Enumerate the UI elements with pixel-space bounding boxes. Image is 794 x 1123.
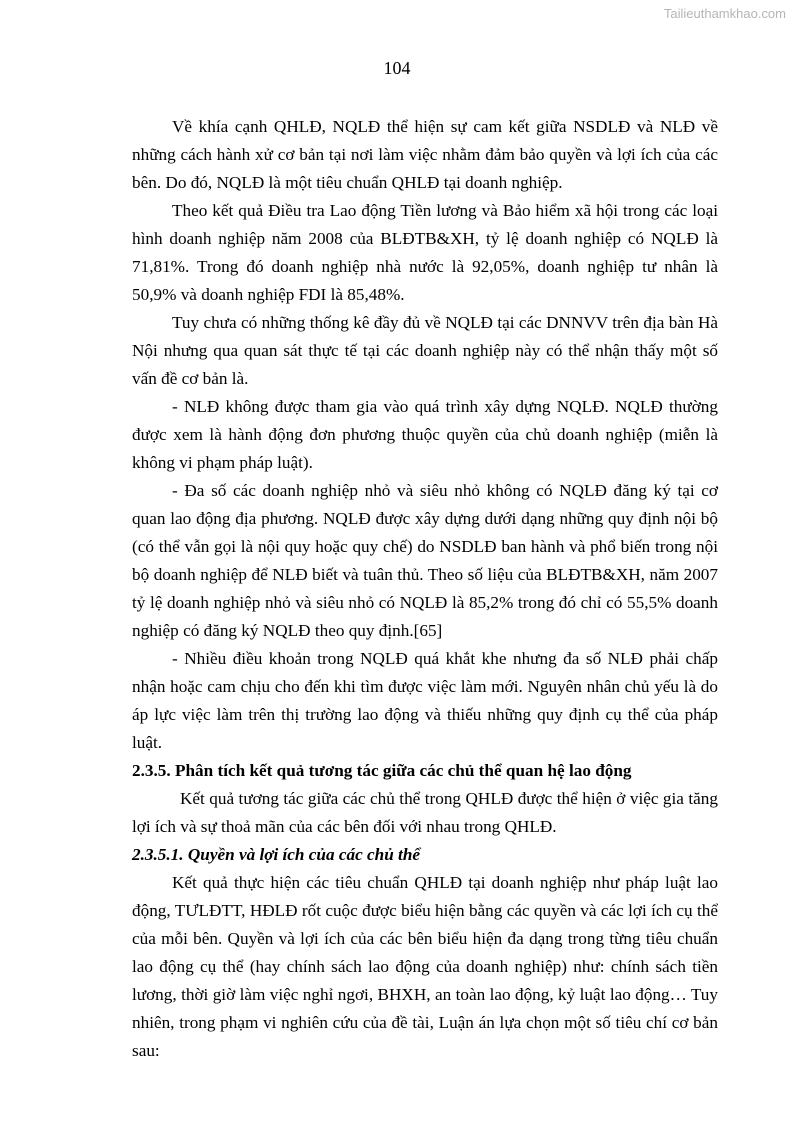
paragraph-2: Theo kết quả Điều tra Lao động Tiền lương và Bảo hiểm xã hội trong các loại hình doanh nghiệp năm 2008 của BLĐTB&XH, tỷ lệ doanh nghiệp có NQLĐ là 71,81%. Trong đó doanh nghiệp nhà nước là 92,05%, doanh nghiệp tư nhân là 50,9% và doanh nghiệp FDI là 85,48%. — [132, 201, 718, 304]
paragraph-7: Kết quả tương tác giữa các chủ thể trong QHLĐ được thể hiện ở việc gia tăng lợi ích và sự thoả mãn của các bên đối với nhau trong QHLĐ. — [132, 789, 718, 836]
paragraph-1: Về khía cạnh QHLĐ, NQLĐ thể hiện sự cam kết giữa NSDLĐ và NLĐ về những cách hành xử cơ bản tại nơi làm việc nhằm đảm bảo quyền và lợi ích của các bên. Do đó, NQLĐ là một tiêu chuẩn QHLĐ tại doanh nghiệp. — [132, 117, 718, 192]
paragraph-6: - Nhiều điều khoản trong NQLĐ quá khắt khe nhưng đa số NLĐ phải chấp nhận hoặc cam chịu cho đến khi tìm được việc làm mới. Nguyên nhân chủ yếu là do áp lực việc làm trên thị trường lao động và thiếu những quy định cụ thể của pháp luật. — [132, 649, 718, 752]
subsection-heading-2-3-5-1: 2.3.5.1. Quyền và lợi ích của các chủ thể — [132, 845, 421, 864]
section-heading-2-3-5: 2.3.5. Phân tích kết quả tương tác giữa các chủ thể quan hệ lao động — [132, 761, 632, 780]
paragraph-4: - NLĐ không được tham gia vào quá trình xây dựng NQLĐ. NQLĐ thường được xem là hành động đơn phương thuộc quyền của chủ doanh nghiệp (miễn là không vi phạm pháp luật). — [132, 397, 718, 472]
paragraph-3: Tuy chưa có những thống kê đầy đủ về NQLĐ tại các DNNVV trên địa bàn Hà Nội nhưng qua quan sát thực tế tại các doanh nghiệp này có thể nhận thấy một số vấn đề cơ bản là. — [132, 313, 718, 388]
paragraph-5: - Đa số các doanh nghiệp nhỏ và siêu nhỏ không có NQLĐ đăng ký tại cơ quan lao động địa phương. NQLĐ được xây dựng dưới dạng những quy định nội bộ (có thể vẫn gọi là nội quy hoặc quy chế) do NSDLĐ ban hành và phổ biến trong nội bộ doanh nghiệp để NLĐ biết và tuân thủ. Theo số liệu của BLĐTB&XH, năm 2007 tỷ lệ doanh nghiệp nhỏ và siêu nhỏ có NQLĐ là 85,2% trong đó chỉ có 55,5% doanh nghiệp có đăng ký NQLĐ theo quy định.[65] — [132, 481, 718, 640]
paragraph-8: Kết quả thực hiện các tiêu chuẩn QHLĐ tại doanh nghiệp như pháp luật lao động, TƯLĐTT, HĐLĐ rốt cuộc được biểu hiện bằng các quyền và các lợi ích cụ thể của mỗi bên. Quyền và lợi ích của các bên biểu hiện đa dạng trong từng tiêu chuẩn lao động cụ thể (hay chính sách lao động của doanh nghiệp) như: chính sách tiền lương, thời giờ làm việc nghỉ ngơi, BHXH, an toàn lao động, kỷ luật lao động… Tuy nhiên, trong phạm vi nghiên cứu của đề tài, Luận án lựa chọn một số tiêu chí cơ bản sau: — [132, 873, 718, 1060]
watermark: Tailieuthamkhao.com — [663, 6, 786, 21]
page-number: 104 — [383, 58, 411, 78]
document-body — [132, 113, 718, 1065]
